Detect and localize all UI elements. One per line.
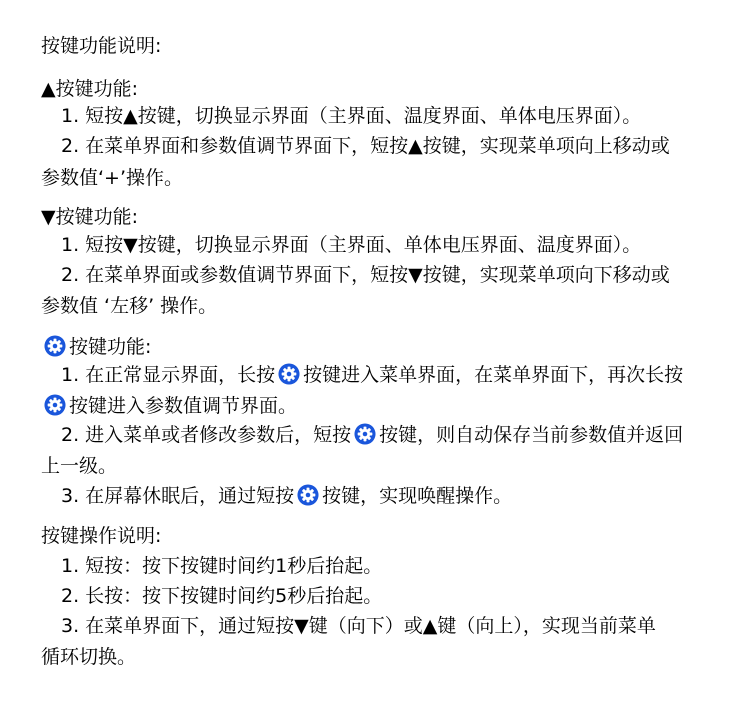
gear-key-item-3-text-a: 3. 在屏幕休眠后，通过短按 xyxy=(61,485,295,507)
gear-key-item-2-text-a: 2. 进入菜单或者修改参数后，短按 xyxy=(61,424,352,446)
key-ops-item-2: 2. 长按：按下按键时间约5秒后抬起。 xyxy=(61,585,383,607)
page-title: 按键功能说明: xyxy=(41,35,162,57)
gear-key-item-3-text-b: 按键，实现唤醒操作。 xyxy=(322,485,513,507)
gear-key-item-2-text-b: 按键，则自动保存当前参数值并返回 xyxy=(379,424,684,446)
gear-icon xyxy=(44,335,66,357)
gear-key-item-1-line-1 xyxy=(61,362,683,388)
gear-icon xyxy=(297,484,319,506)
gear-key-item-1-text-c: 按键进入参数值调节界面。 xyxy=(69,395,298,417)
gear-key-item-1-text-a: 1. 在正常显示界面，长按 xyxy=(61,364,276,386)
key-ops-item-3-line-2: 循环切换。 xyxy=(41,646,137,668)
key-ops-item-3-line-1: 3. 在菜单界面下，通过短按▼键（向下）或▲键（向上），实现当前菜单 xyxy=(61,615,656,637)
gear-key-item-1-line-2 xyxy=(44,393,297,419)
down-key-item-2-line-1: 2. 在菜单界面或参数值调节界面下，短按▼按键，实现菜单项向下移动或 xyxy=(61,264,670,286)
gear-icon xyxy=(278,363,300,385)
down-key-heading: ▼按键功能: xyxy=(41,206,139,228)
gear-icon xyxy=(354,423,376,445)
down-key-item-2-line-2: 参数值 ‘左移’ 操作。 xyxy=(41,295,218,317)
gear-key-item-3 xyxy=(61,483,512,509)
gear-key-item-1-text-b: 按键进入菜单界面，在菜单界面下，再次长按 xyxy=(303,364,684,386)
up-key-heading: ▲按键功能: xyxy=(41,78,139,100)
gear-key-item-2-line-2: 上一级。 xyxy=(41,455,118,477)
gear-key-item-2-line-1 xyxy=(61,422,683,448)
down-key-item-1: 1. 短按▼按键，切换显示界面（主界面、单体电压界面、温度界面）。 xyxy=(61,234,642,256)
up-key-item-2-line-2: 参数值‘+’操作。 xyxy=(41,167,183,189)
gear-icon xyxy=(44,394,66,416)
up-key-item-2-line-1: 2. 在菜单界面和参数值调节界面下，短按▲按键，实现菜单项向上移动或 xyxy=(61,135,670,157)
key-ops-item-1: 1. 短按：按下按键时间约1秒后抬起。 xyxy=(61,555,383,577)
up-key-item-1: 1. 短按▲按键，切换显示界面（主界面、温度界面、单体电压界面）。 xyxy=(61,105,642,127)
key-ops-heading: 按键操作说明: xyxy=(41,525,162,547)
gear-key-heading: 按键功能: xyxy=(69,336,152,358)
gear-key-heading-line xyxy=(44,334,151,360)
